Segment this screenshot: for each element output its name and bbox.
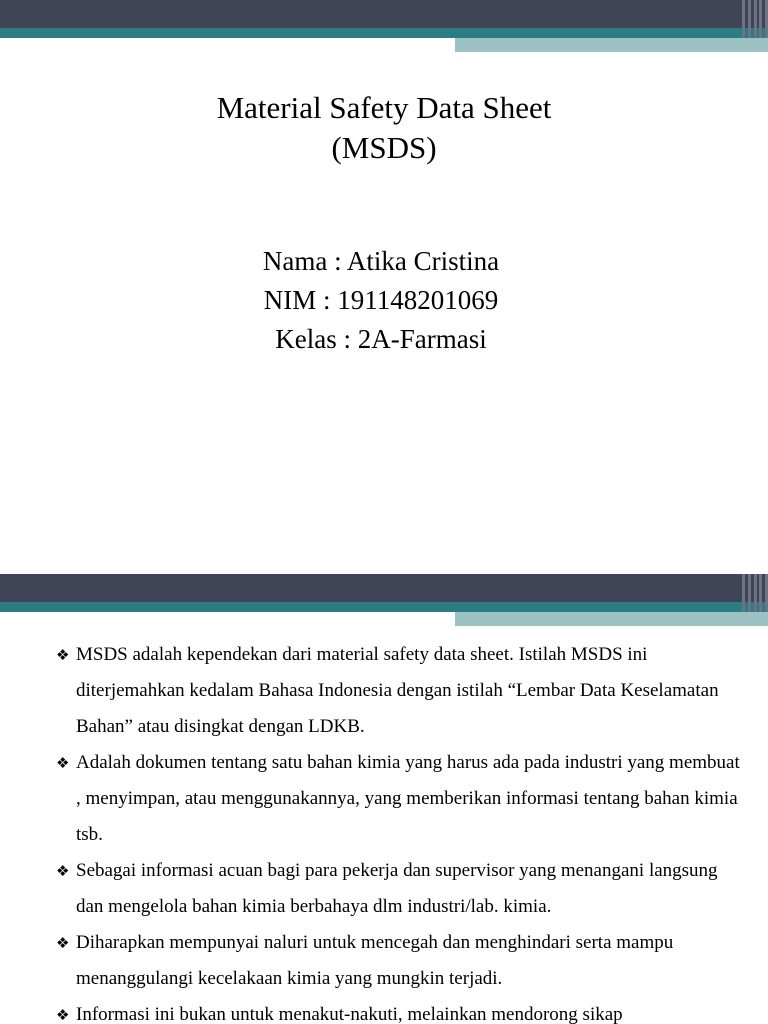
author-nim: NIM : 191148201069	[263, 285, 499, 315]
header-stripes	[742, 574, 768, 612]
header-band-light	[455, 38, 768, 52]
list-item	[56, 745, 746, 853]
header-band-dark	[0, 0, 768, 28]
header-band	[0, 574, 768, 626]
header-band-dark	[0, 574, 768, 602]
header-band-teal	[0, 602, 768, 612]
diamond-bullet-icon: ❖	[56, 646, 70, 664]
title-line-1: Material Safety Data Sheet	[216, 90, 552, 125]
bullet-text: Sebagai informasi acuan bagi para pekerja dan supervisor yang menangani langsung dan mengelola bahan kimia berbahaya dlm industri/lab. kimia.	[76, 860, 718, 917]
header-stripes	[742, 0, 768, 38]
title-line-2: (MSDS)	[331, 130, 437, 165]
header-band	[0, 0, 768, 52]
diamond-bullet-icon: ❖	[56, 754, 70, 772]
author-class: Kelas : 2A-Farmasi	[275, 324, 487, 354]
author-name: Nama : Atika Cristina	[262, 246, 500, 276]
list-item	[56, 853, 746, 925]
diamond-bullet-icon: ❖	[56, 1006, 70, 1024]
header-band-light	[455, 612, 768, 626]
bullet-text: Diharapkan mempunyai naluri untuk mencegah dan menghindari serta mampu menanggulangi kecelakaan kimia yang mungkin terjadi.	[76, 932, 674, 989]
content-slide	[0, 574, 768, 1024]
author-info	[0, 242, 762, 359]
bullet-text: Adalah dokumen tentang satu bahan kimia yang harus ada pada industri yang membuat , menyimpan, atau menggunakannya, yang memberikan informasi tentang bahan kimia tsb.	[76, 752, 740, 845]
bullet-list	[56, 637, 746, 1024]
list-item	[56, 925, 746, 997]
slide-title	[0, 88, 768, 168]
list-item	[56, 637, 746, 745]
bullet-text: Informasi ini bukan untuk menakut-nakuti, melainkan mendorong sikap	[76, 1004, 623, 1024]
diamond-bullet-icon: ❖	[56, 934, 70, 952]
diamond-bullet-icon: ❖	[56, 862, 70, 880]
bullet-text: MSDS adalah kependekan dari material safety data sheet. Istilah MSDS ini diterjemahkan kedalam Bahasa Indonesia dengan istilah “Lembar Data Keselamatan Bahan” atau disingkat dengan LDKB.	[76, 644, 719, 737]
list-item	[56, 997, 746, 1024]
header-band-teal	[0, 28, 768, 38]
